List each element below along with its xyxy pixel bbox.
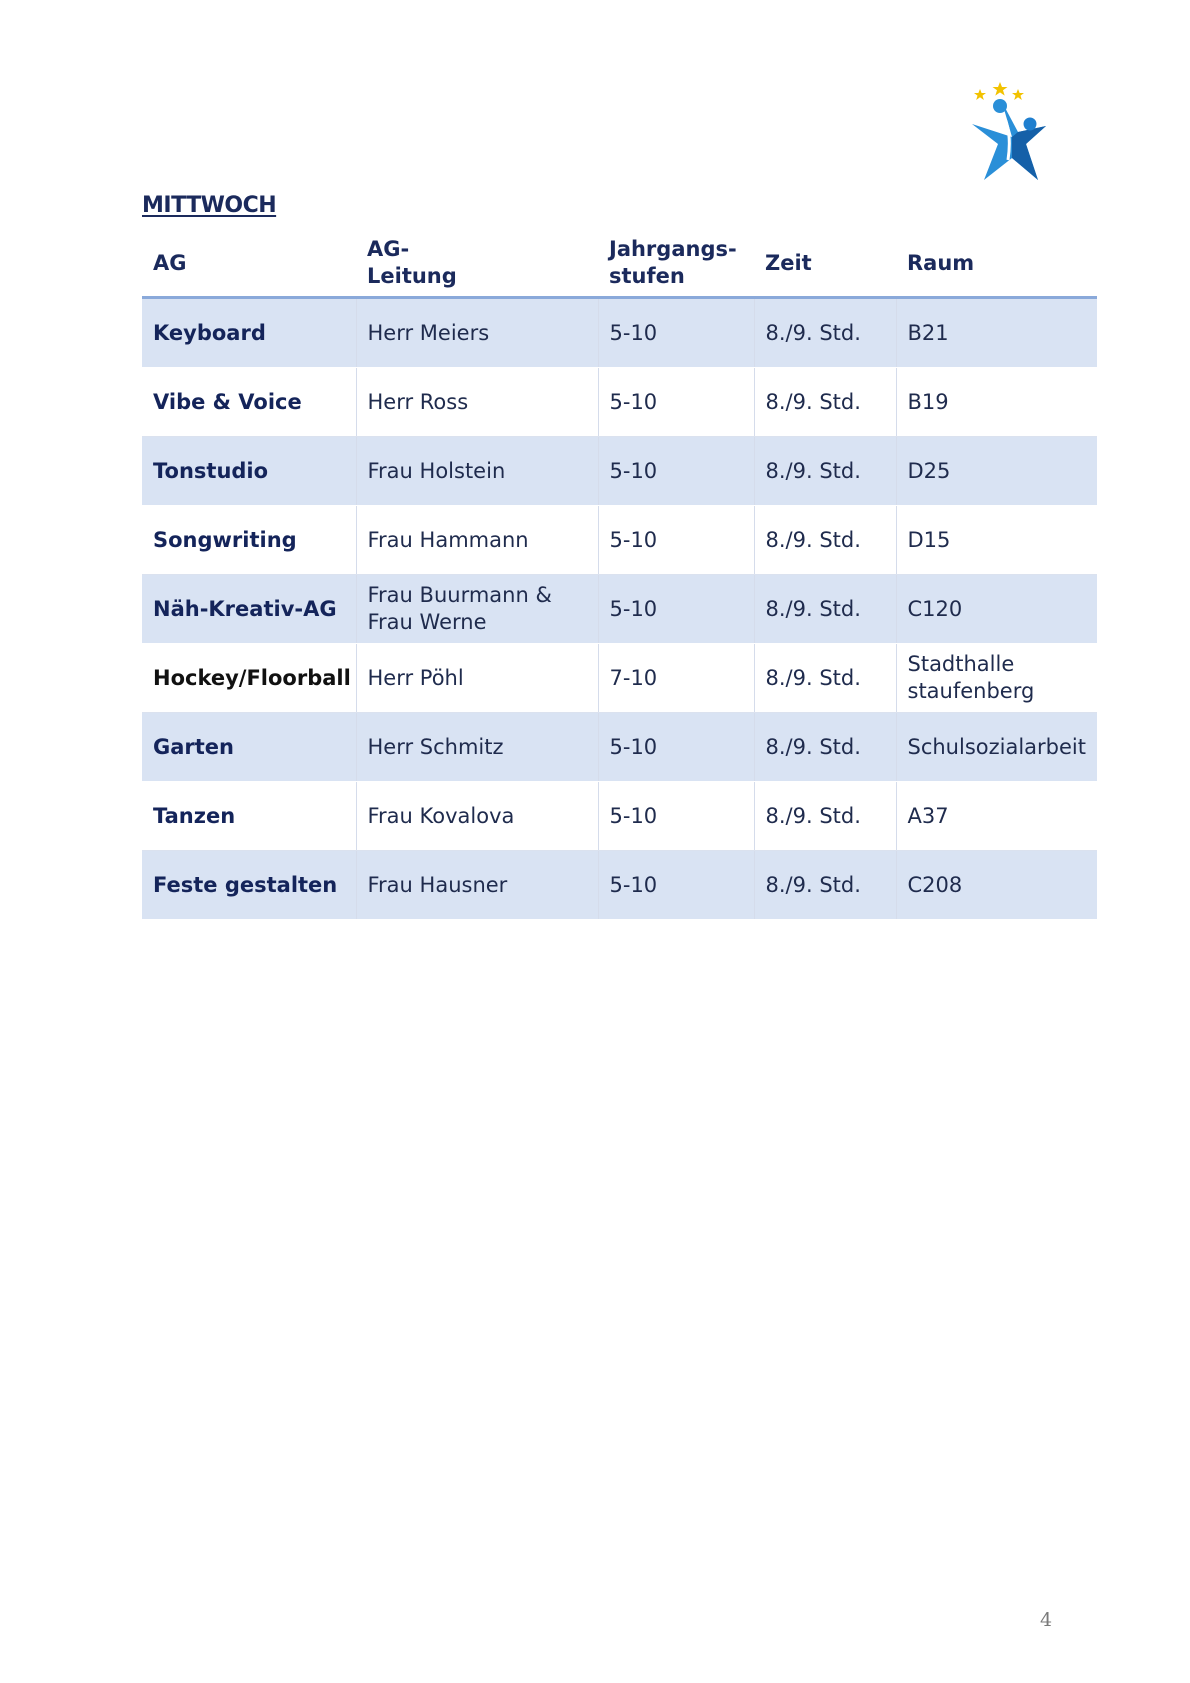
ag-jahrgang: 5-10 xyxy=(598,575,754,644)
star-people-logo-icon xyxy=(968,82,1058,182)
ag-leitung: Frau Hausner xyxy=(356,851,598,920)
ag-leitung: Herr Ross xyxy=(356,368,598,437)
ag-name: Vibe & Voice xyxy=(142,368,356,437)
table-header-row xyxy=(142,230,1097,298)
ag-zeit: 8./9. Std. xyxy=(754,437,896,506)
day-heading: MITTWOCH xyxy=(142,193,277,218)
ag-name: Tonstudio xyxy=(142,437,356,506)
header-zeit: Zeit xyxy=(754,230,896,298)
ag-raum: C120 xyxy=(896,575,1097,644)
school-logo xyxy=(968,82,1058,182)
ag-raum: Schulsozialarbeit xyxy=(896,713,1097,782)
ag-name: Tanzen xyxy=(142,782,356,851)
header-ag-leitung: AG- Leitung xyxy=(356,230,598,298)
ag-leitung: Frau Kovalova xyxy=(356,782,598,851)
ag-jahrgang: 5-10 xyxy=(598,782,754,851)
ag-schedule-table xyxy=(142,230,1097,920)
ag-name: Hockey/Floorball xyxy=(142,644,356,713)
ag-leitung: Herr Meiers xyxy=(356,298,598,368)
table-row xyxy=(142,713,1097,782)
ag-raum: B21 xyxy=(896,298,1097,368)
table-row xyxy=(142,575,1097,644)
ag-leitung: Frau Buurmann & Frau Werne xyxy=(356,575,598,644)
table-row xyxy=(142,368,1097,437)
ag-jahrgang: 7-10 xyxy=(598,644,754,713)
ag-zeit: 8./9. Std. xyxy=(754,713,896,782)
ag-leitung: Frau Holstein xyxy=(356,437,598,506)
ag-jahrgang: 5-10 xyxy=(598,713,754,782)
ag-raum: D15 xyxy=(896,506,1097,575)
ag-name: Feste gestalten xyxy=(142,851,356,920)
header-raum: Raum xyxy=(896,230,1097,298)
table-row xyxy=(142,437,1097,506)
ag-jahrgang: 5-10 xyxy=(598,851,754,920)
ag-zeit: 8./9. Std. xyxy=(754,506,896,575)
ag-zeit: 8./9. Std. xyxy=(754,298,896,368)
ag-name: Näh-Kreativ-AG xyxy=(142,575,356,644)
ag-leitung: Herr Pöhl xyxy=(356,644,598,713)
ag-name: Songwriting xyxy=(142,506,356,575)
ag-name: Garten xyxy=(142,713,356,782)
ag-leitung: Frau Hammann xyxy=(356,506,598,575)
ag-raum: C208 xyxy=(896,851,1097,920)
ag-zeit: 8./9. Std. xyxy=(754,575,896,644)
ag-raum: A37 xyxy=(896,782,1097,851)
ag-zeit: 8./9. Std. xyxy=(754,368,896,437)
ag-raum: B19 xyxy=(896,368,1097,437)
ag-name: Keyboard xyxy=(142,298,356,368)
ag-jahrgang: 5-10 xyxy=(598,298,754,368)
ag-leitung: Herr Schmitz xyxy=(356,713,598,782)
ag-jahrgang: 5-10 xyxy=(598,368,754,437)
table-row xyxy=(142,782,1097,851)
ag-jahrgang: 5-10 xyxy=(598,437,754,506)
header-ag: AG xyxy=(142,230,356,298)
page-number: 4 xyxy=(1040,1609,1053,1631)
ag-zeit: 8./9. Std. xyxy=(754,644,896,713)
table-row xyxy=(142,506,1097,575)
ag-raum: Stadthalle staufenberg xyxy=(896,644,1097,713)
table-row xyxy=(142,851,1097,920)
table-row xyxy=(142,644,1097,713)
header-jahrgangsstufen: Jahrgangs- stufen xyxy=(598,230,754,298)
ag-zeit: 8./9. Std. xyxy=(754,782,896,851)
ag-raum: D25 xyxy=(896,437,1097,506)
table-row xyxy=(142,298,1097,368)
ag-jahrgang: 5-10 xyxy=(598,506,754,575)
ag-zeit: 8./9. Std. xyxy=(754,851,896,920)
